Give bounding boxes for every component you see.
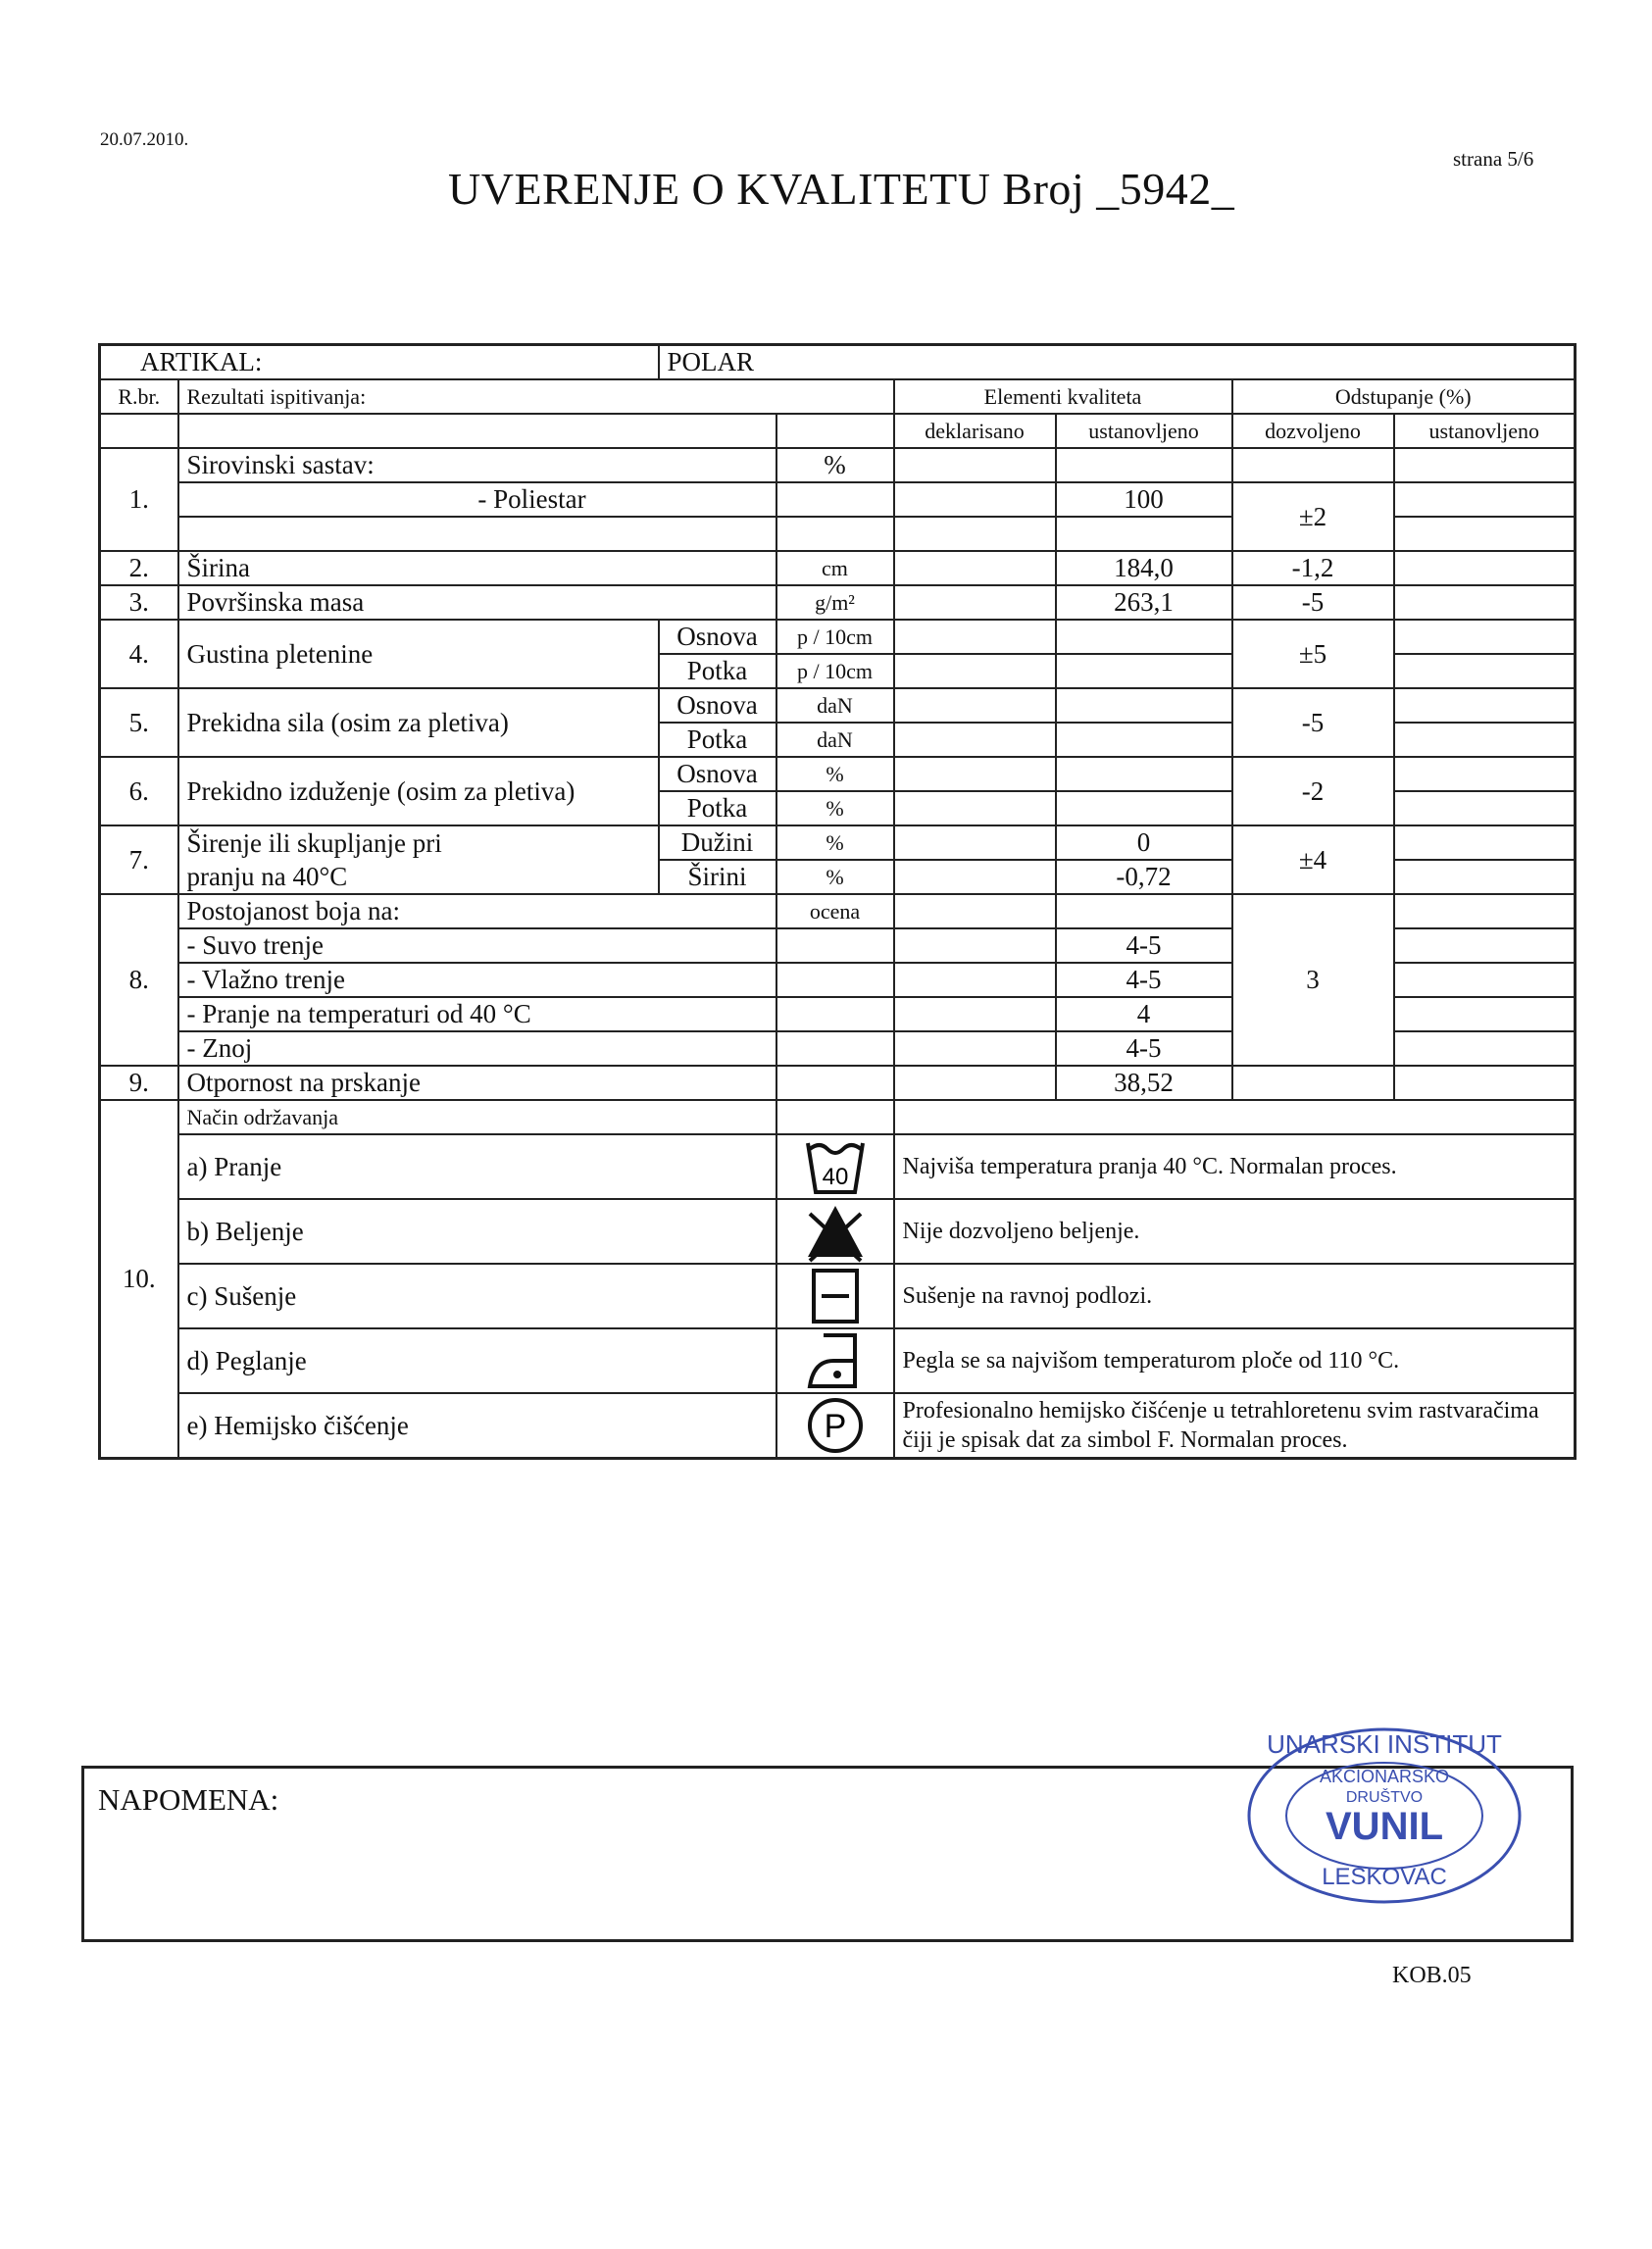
row-allowed: ±5 <box>1232 620 1394 688</box>
col-deviation: Odstupanje (%) <box>1232 379 1576 414</box>
row-number: 2. <box>100 551 178 585</box>
row-sub-a: Osnova <box>659 620 776 654</box>
col-established-dev: ustanovljeno <box>1394 414 1576 448</box>
wash-40-icon <box>804 1135 867 1198</box>
row-allowed: ±2 <box>1232 482 1394 551</box>
dry-clean-letter: P <box>824 1408 846 1445</box>
row-allowed: -5 <box>1232 585 1394 620</box>
row-allowed: -2 <box>1232 757 1394 825</box>
care-label-bleach: b) Beljenje <box>178 1199 776 1264</box>
row-sublabel: - Pranje na temperaturi od 40 °C <box>178 997 776 1031</box>
row-sub-b: Potka <box>659 791 776 825</box>
stamp-mid2: DRUŠTVO <box>1345 1789 1424 1806</box>
row-unit: daN <box>776 723 894 757</box>
row-value: 4-5 <box>1056 1031 1232 1066</box>
row-label: Gustina pletenine <box>178 620 659 688</box>
row-sub-b: Potka <box>659 723 776 757</box>
wash-temp-label: 40 <box>822 1164 848 1190</box>
row-label-2: pranju na 40°C <box>178 860 659 894</box>
flat-dry-icon <box>804 1265 867 1327</box>
row-number: 1. <box>100 448 178 551</box>
col-established: ustanovljeno <box>1056 414 1232 448</box>
row-label: Površinska masa <box>178 585 776 620</box>
row-number: 8. <box>100 894 178 1066</box>
care-label-dry: c) Sušenje <box>178 1264 776 1328</box>
row-sub-a: Osnova <box>659 757 776 791</box>
row-value: 263,1 <box>1056 585 1232 620</box>
stamp-name: VUNIL <box>1326 1805 1443 1848</box>
article-label: ARTIKAL: <box>100 345 659 380</box>
row-sublabel: - Suvo trenje <box>178 928 776 963</box>
row-unit: daN <box>776 688 894 723</box>
row-sublabel: - Poliestar <box>178 482 776 517</box>
row-label: Širina <box>178 551 776 585</box>
care-text-dryclean: Profesionalno hemijsko čišćenje u tetrahloretenu svim rastvaračima čiji je spisak dat za simbol F. Normalan proces. <box>894 1393 1576 1459</box>
row-value: 100 <box>1056 482 1232 517</box>
row-label: Prekidno izduženje (osim za pletiva) <box>178 757 659 825</box>
stamp-mid: AKCIONARSKO <box>1319 1767 1450 1786</box>
document-date: 20.07.2010. <box>100 129 189 150</box>
row-unit: g/m² <box>776 585 894 620</box>
col-elements: Elementi kvaliteta <box>894 379 1232 414</box>
row-value: 4-5 <box>1056 963 1232 997</box>
no-bleach-icon <box>804 1200 867 1263</box>
col-declared: deklarisano <box>894 414 1056 448</box>
col-rbr: R.br. <box>100 379 178 414</box>
row-sub-a: Osnova <box>659 688 776 723</box>
care-label-wash: a) Pranje <box>178 1134 776 1199</box>
row-sub-b: Širini <box>659 860 776 894</box>
row-unit: ocena <box>776 894 894 928</box>
row-value: 38,52 <box>1056 1066 1232 1100</box>
row-number: 7. <box>100 825 178 894</box>
row-number: 5. <box>100 688 178 757</box>
document-title: UVERENJE O KVALITETU Broj _5942_ <box>448 164 1235 214</box>
dry-clean-p-icon <box>804 1394 867 1457</box>
article-value: POLAR <box>659 345 1576 380</box>
row-number: 10. <box>100 1100 178 1459</box>
row-label: Širenje ili skupljanje pri <box>178 825 659 860</box>
stamp-bottom: LESKOVAC <box>1322 1864 1447 1890</box>
care-label-dryclean: e) Hemijsko čišćenje <box>178 1393 776 1459</box>
row-allowed: ±4 <box>1232 825 1394 894</box>
row-number: 6. <box>100 757 178 825</box>
row-allowed: -5 <box>1232 688 1394 757</box>
note-label: NAPOMENA: <box>98 1782 279 1817</box>
row-allowed: 3 <box>1232 894 1394 1066</box>
row-sub-b: Potka <box>659 654 776 688</box>
row-allowed: -1,2 <box>1232 551 1394 585</box>
row-value: 4 <box>1056 997 1232 1031</box>
form-code: KOB.05 <box>1392 1963 1472 1988</box>
stamp-top: UNARSKI INSTITUT <box>1267 1729 1502 1759</box>
row-unit: % <box>776 448 894 482</box>
row-value: -0,72 <box>1056 860 1232 894</box>
care-text-iron: Pegla se sa najvišom temperaturom ploče od 110 °C. <box>894 1328 1576 1393</box>
row-unit: % <box>776 825 894 860</box>
row-unit: p / 10cm <box>776 620 894 654</box>
row-label: Postojanost boja na: <box>178 894 776 928</box>
care-text-bleach: Nije dozvoljeno beljenje. <box>894 1199 1576 1264</box>
row-label: Otpornost na prskanje <box>178 1066 776 1100</box>
row-unit: % <box>776 791 894 825</box>
care-text-wash: Najviša temperatura pranja 40 °C. Normalan proces. <box>894 1134 1576 1199</box>
row-number: 4. <box>100 620 178 688</box>
iron-icon <box>804 1329 867 1392</box>
row-label: Način održavanja <box>178 1100 776 1134</box>
col-allowed: dozvoljeno <box>1232 414 1394 448</box>
row-unit: % <box>776 860 894 894</box>
row-sub-a: Dužini <box>659 825 776 860</box>
row-sublabel: - Vlažno trenje <box>178 963 776 997</box>
row-unit: % <box>776 757 894 791</box>
row-label: Sirovinski sastav: <box>178 448 776 482</box>
row-sublabel: - Znoj <box>178 1031 776 1066</box>
company-stamp <box>1237 1718 1531 1914</box>
row-unit: cm <box>776 551 894 585</box>
row-value: 4-5 <box>1056 928 1232 963</box>
col-results: Rezultati ispitivanja: <box>178 379 894 414</box>
care-text-dry: Sušenje na ravnoj podlozi. <box>894 1264 1576 1328</box>
page-number: strana 5/6 <box>1453 147 1534 171</box>
row-number: 3. <box>100 585 178 620</box>
quality-table <box>98 343 1577 1460</box>
row-value: 184,0 <box>1056 551 1232 585</box>
row-value: 0 <box>1056 825 1232 860</box>
row-number: 9. <box>100 1066 178 1100</box>
row-unit: p / 10cm <box>776 654 894 688</box>
care-label-iron: d) Peglanje <box>178 1328 776 1393</box>
row-label: Prekidna sila (osim za pletiva) <box>178 688 659 757</box>
